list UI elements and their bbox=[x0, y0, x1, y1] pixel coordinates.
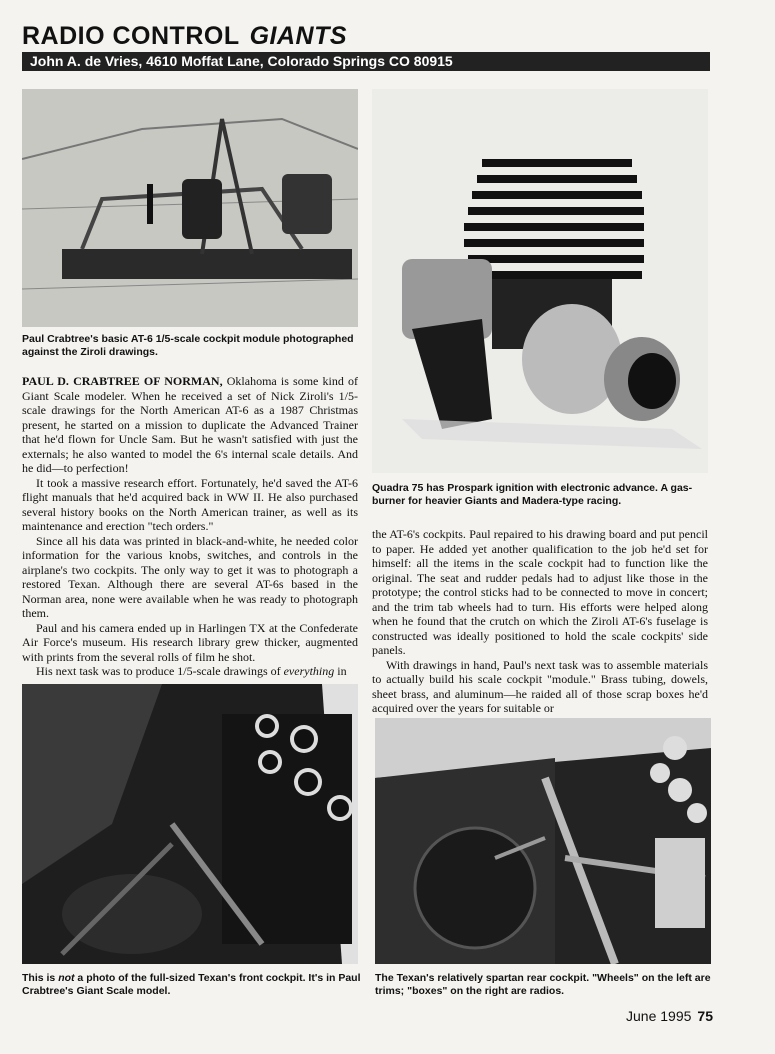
rear-cockpit-photo bbox=[375, 718, 711, 964]
article-column-right bbox=[372, 527, 708, 716]
front-cockpit-image bbox=[22, 684, 358, 964]
engine-caption: Quadra 75 has Prospark ignition with electronic advance. A gas-burner for heavier Giants and Madera-type racing. bbox=[372, 482, 693, 507]
issue-date: June 1995 bbox=[626, 1008, 692, 1024]
article-column-left bbox=[22, 374, 358, 679]
front-cockpit-photo bbox=[22, 684, 358, 964]
paragraph-1: PAUL D. CRABTREE OF NORMAN, Oklahoma is some kind of Giant Scale modeler. When he received a set of Nick Ziroli's 1/5-scale drawings for the North American AT-6 as a 1987 Christmas present, he started on a mission to duplicate the Advanced Trainer that he'd flown for Uncle Sam. But he wasn't satisfied with just the externals; he also wanted to model the 6's internal scale details. And he did—to perfection! bbox=[22, 374, 358, 475]
paragraph-4: Paul and his camera ended up in Harlingen TX at the Confederate Air Force's museum. His research library grew thicker, augmented with prints from the several rolls of film he shot. bbox=[22, 620, 358, 664]
rear-cockpit-image bbox=[375, 718, 711, 964]
engine-photo bbox=[372, 89, 708, 473]
paragraph-2: It took a massive research effort. Fortunately, he'd saved the AT-6 flight manuals that he'd acquired back in WW II. He also purchased several history books on the North American trainer, as well as its maintenance and erection "tech orders." bbox=[22, 475, 358, 533]
rear-cockpit-caption: The Texan's relatively spartan rear cockpit. "Wheels" on the left are trims; "boxes" on the right are radios. bbox=[375, 972, 711, 997]
paragraph-7: With drawings in hand, Paul's next task was to assemble materials to actually build his scale cockpit "module." Brass tubing, dowels, sheet brass, and aluminum—he raided all of those scrap boxes he'd acquired over the years for suitable or bbox=[372, 657, 708, 715]
title-main: RADIO CONTROL bbox=[22, 22, 240, 50]
page-number: 75 bbox=[697, 1008, 713, 1024]
cockpit-module-image bbox=[22, 89, 358, 327]
cockpit-module-photo bbox=[22, 89, 358, 327]
paragraph-3: Since all his data was printed in black-and-white, he needed color information for the various knobs, switches, and controls in the airplane's two cockpits. The only way to get it was to photograph a restored Texan. Although there are several AT-6s based in the Norman area, none were available when he was ready to photograph them. bbox=[22, 533, 358, 620]
author-byline: John A. de Vries, 4610 Moffat Lane, Colorado Springs CO 80915 bbox=[22, 52, 710, 71]
magazine-column-title bbox=[22, 22, 347, 51]
front-cockpit-caption: This is not a photo of the full-sized Texan's front cockpit. It's in Paul Crabtree's Giant Scale model. bbox=[22, 972, 361, 997]
engine-image bbox=[372, 89, 708, 473]
cockpit-module-caption: Paul Crabtree's basic AT-6 1/5-scale cockpit module photographed against the Ziroli drawings. bbox=[22, 333, 354, 358]
paragraph-6: the AT-6's cockpits. Paul repaired to his drawing board and put pencil to paper. He added yet another qualification to the job he'd set for himself: all the items in the scale cockpit had to function like the original. The seat and rudder pedals had to adjust like those in the prototype; the control sticks had to be connected to move in concert; and the trim tab wheels had to turn. His efforts were helped along when he found that the crutch on which the Ziroli AT-6's fuselage is constructed was ideally positioned to hold the scale cockpits' side panels. bbox=[372, 527, 708, 657]
page-footer bbox=[626, 1008, 713, 1024]
title-giants: GIANTS bbox=[249, 22, 348, 50]
lead-in: PAUL D. CRABTREE OF NORMAN, bbox=[22, 374, 223, 388]
paragraph-5: His next task was to produce 1/5-scale drawings of everything in bbox=[36, 664, 347, 678]
